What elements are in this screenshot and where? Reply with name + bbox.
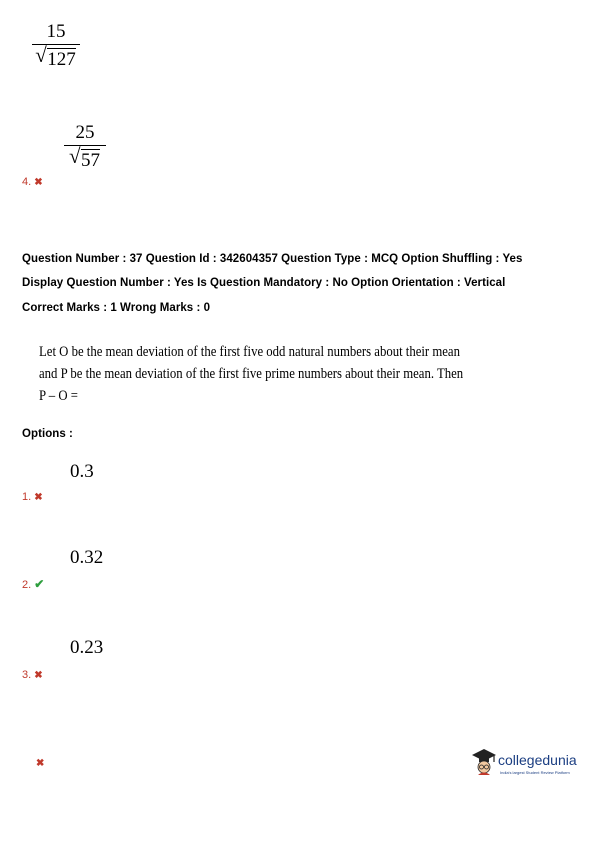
option-1-label: [22, 487, 43, 505]
question-text: [39, 341, 463, 407]
logo-tagline: India's largest Student Review Platform: [500, 770, 570, 775]
option-4-label: [22, 172, 43, 190]
option-4-label-partial: [33, 753, 44, 771]
square-root: √ 57: [69, 144, 100, 171]
option-number: 2.: [22, 579, 32, 591]
option-3-label: [22, 665, 43, 683]
question-meta-line-2: Display Question Number : Yes Is Question Mandatory : No Option Orientation : Vertical: [22, 277, 506, 289]
collegedunia-logo: [470, 746, 582, 778]
option-fraction-25-sqrt57: [64, 123, 106, 170]
logo-name: collegedunia: [498, 752, 577, 768]
option-2-value: 0.32: [70, 547, 104, 568]
cross-icon: ✖: [34, 492, 43, 503]
cross-icon: ✖: [36, 758, 45, 769]
check-icon: ✔: [34, 577, 45, 591]
option-1-value: 0.3: [70, 461, 94, 482]
graduation-cap-icon: [470, 746, 498, 776]
question-line-3: P – O =: [39, 388, 78, 404]
option-number: 3.: [22, 669, 32, 681]
fraction-numerator: 25: [75, 122, 95, 143]
option-3-value: 0.23: [70, 637, 104, 658]
question-line-1: Let O be the mean deviation of the first five odd natural numbers about their mean: [39, 344, 460, 360]
fraction-denominator: 57: [81, 150, 100, 171]
option-2-label: [22, 575, 44, 593]
cross-icon: ✖: [34, 670, 43, 681]
question-meta-line-1: Question Number : 37 Question Id : 342604357 Question Type : MCQ Option Shuffling : Yes: [22, 253, 523, 265]
question-line-2: and P be the mean deviation of the first five prime numbers about their mean. Then: [39, 366, 464, 382]
option-fraction-15-sqrt127: [32, 22, 80, 69]
question-meta-line-3: Correct Marks : 1 Wrong Marks : 0: [22, 302, 211, 314]
fraction-denominator: 127: [47, 49, 76, 70]
options-label: Options :: [22, 428, 73, 440]
option-number: 1.: [22, 491, 32, 503]
cross-icon: ✖: [34, 177, 43, 188]
fraction-numerator: 15: [46, 21, 66, 42]
square-root: √ 127: [35, 43, 76, 70]
option-number: 4.: [22, 176, 32, 188]
